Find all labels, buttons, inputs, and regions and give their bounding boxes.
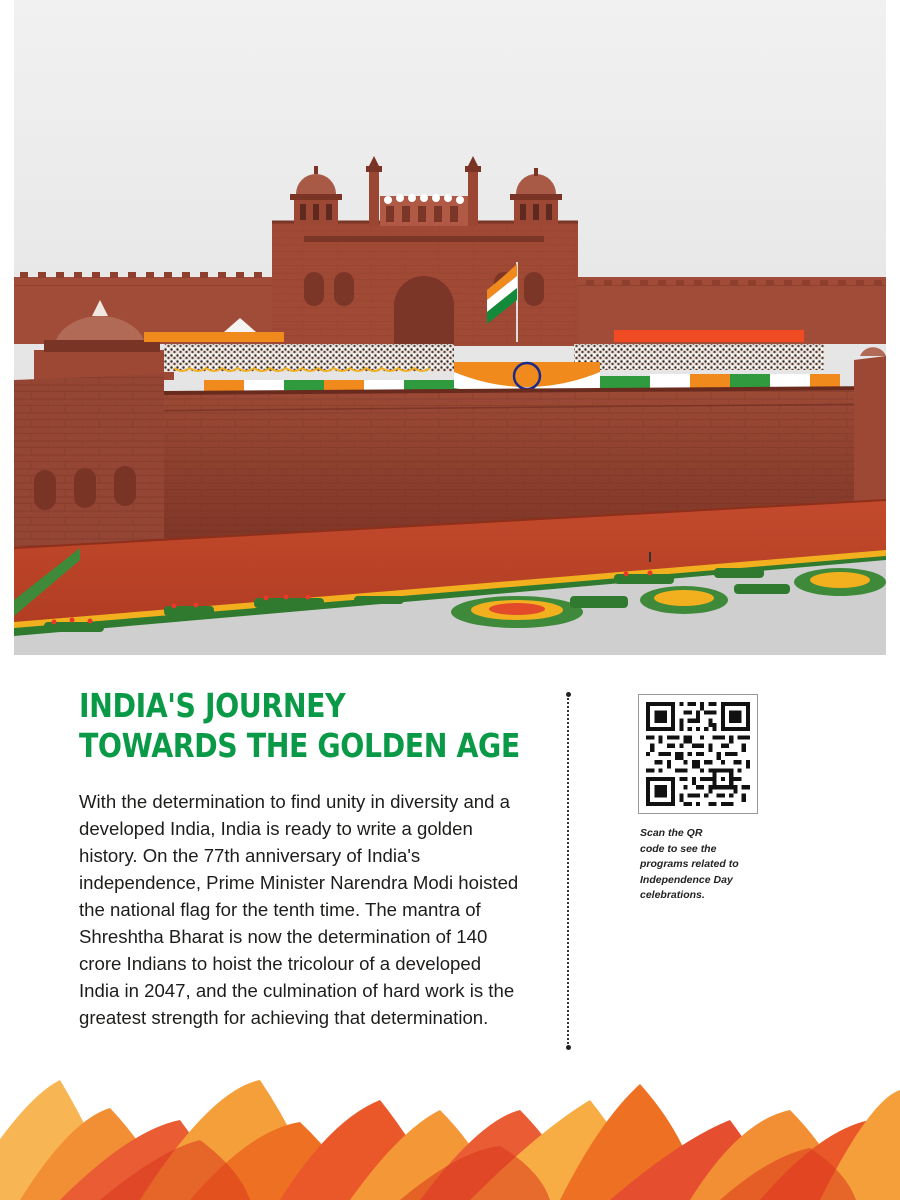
red-fort-illustration [14, 0, 886, 655]
column-divider [567, 694, 569, 1048]
article-title-line-2: TOWARDS THE GOLDEN AGE [79, 726, 520, 765]
red-fort-photo [14, 0, 886, 655]
article-title-line-1: INDIA'S JOURNEY [79, 686, 346, 725]
lotus-petal-footer [0, 1060, 900, 1200]
qr-caption: Scan the QR code to see the programs related to Independence Day celebrations. [640, 827, 739, 901]
lotus-petals-decoration [0, 1060, 900, 1200]
article-title [79, 686, 520, 766]
qr-code-box[interactable] [638, 694, 758, 814]
qr-code-icon [646, 702, 750, 806]
article-body: With the determination to find unity in diversity and a developed India, India is ready to write a golden history. On the 77th anniversary of India's independence, Prime Minister Narendra Modi hoisted the national flag for the tenth time. The mantra of Shreshtha Bharat is now the determination of 140 crore Indians to hoist the tricolour of a developed India in 2047, and the culmination of hard work is the greatest strength for achieving that determination. [79, 791, 519, 1028]
